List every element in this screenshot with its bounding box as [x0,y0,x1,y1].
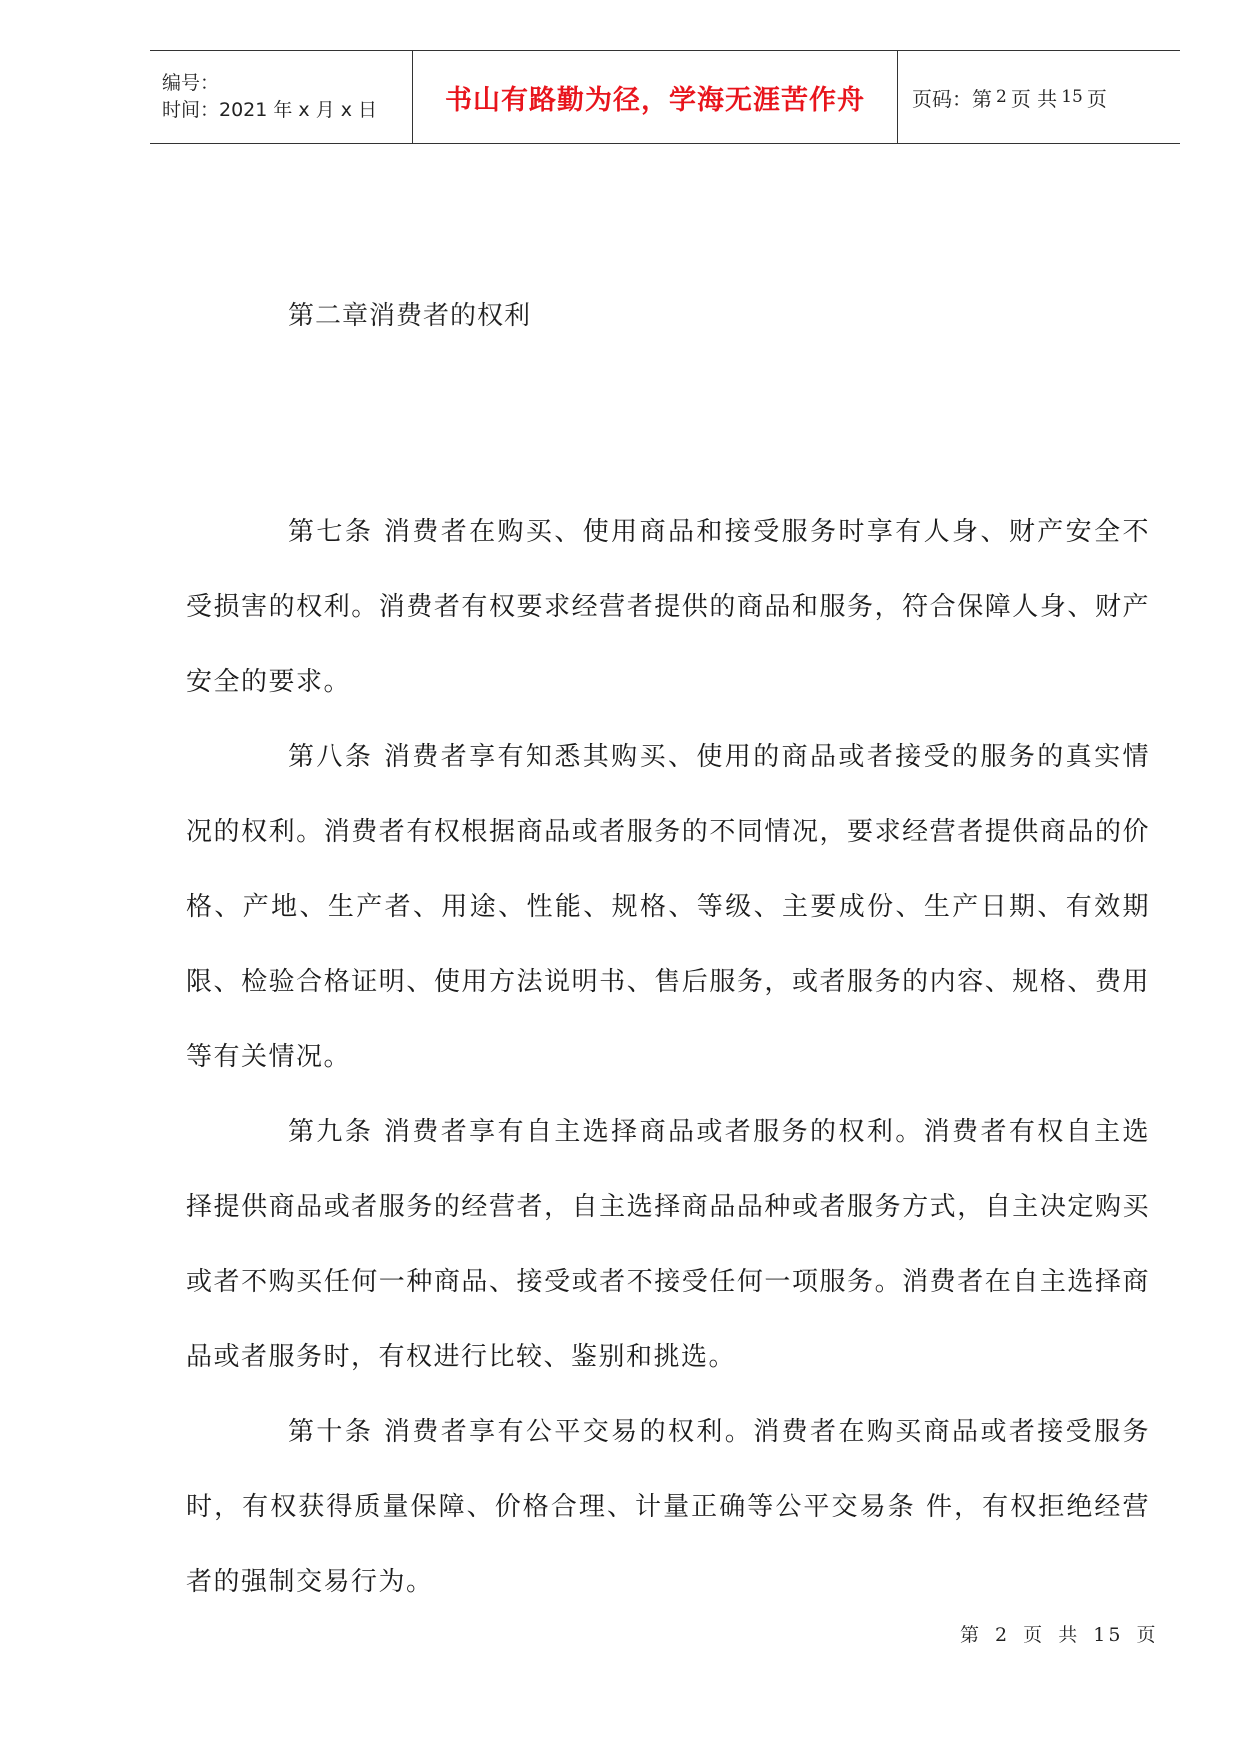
page-header [150,50,1180,144]
page-middle: 页 共 [1010,86,1058,111]
motto-text: 书山有路勤为径，学海无涯苦作舟 [445,84,865,116]
header-motto [412,51,898,143]
header-info [150,51,412,143]
page-total: 15 [1061,87,1083,107]
page-suffix: 页 [1086,86,1107,111]
header-page-number [898,51,1180,143]
page-footer: 第 2 页 共 15 页 [960,1624,1159,1646]
page-current: 2 [996,87,1007,107]
article-paragraph: 第九条 消费者享有自主选择商品或者服务的权利。消费者有权自主选择提供商品或者服务的经营者，自主选择商品品种或者服务方式，自主决定购买或者不购买任何一种商品、接受或者不接受任何一项服务。消费者在自主选择商品或者服务时，有权进行比较、鉴别和挑选。 [186,1117,1150,1372]
article-paragraph: 第八条 消费者享有知悉其购买、使用的商品或者接受的服务的真实情况的权利。消费者有权根据商品或者服务的不同情况，要求经营者提供商品的价格、产地、生产者、用途、性能、规格、等级、主要成份、生产日期、有效期限、检验合格证明、使用方法说明书、售后服务，或者服务的内容、规格、费用等有关情况。 [186,742,1150,1072]
chapter-title: 第二章消费者的权利 [288,301,532,331]
article-paragraph: 第七条 消费者在购买、使用商品和接受服务时享有人身、财产安全不受损害的权利。消费者有权要求经营者提供的商品和服务，符合保障人身、财产安全的要求。 [186,517,1150,697]
time-label: 时间：2021 年 x 月 x 日 [162,99,378,121]
article-paragraph: 第十条 消费者享有公平交易的权利。消费者在购买商品或者接受服务时，有权获得质量保障、价格合理、计量正确等公平交易条 件，有权拒绝经营者的强制交易行为。 [186,1417,1150,1597]
serial-label: 编号： [162,72,220,94]
page-prefix: 页码：第 [912,86,992,111]
article-body [186,495,1150,1620]
